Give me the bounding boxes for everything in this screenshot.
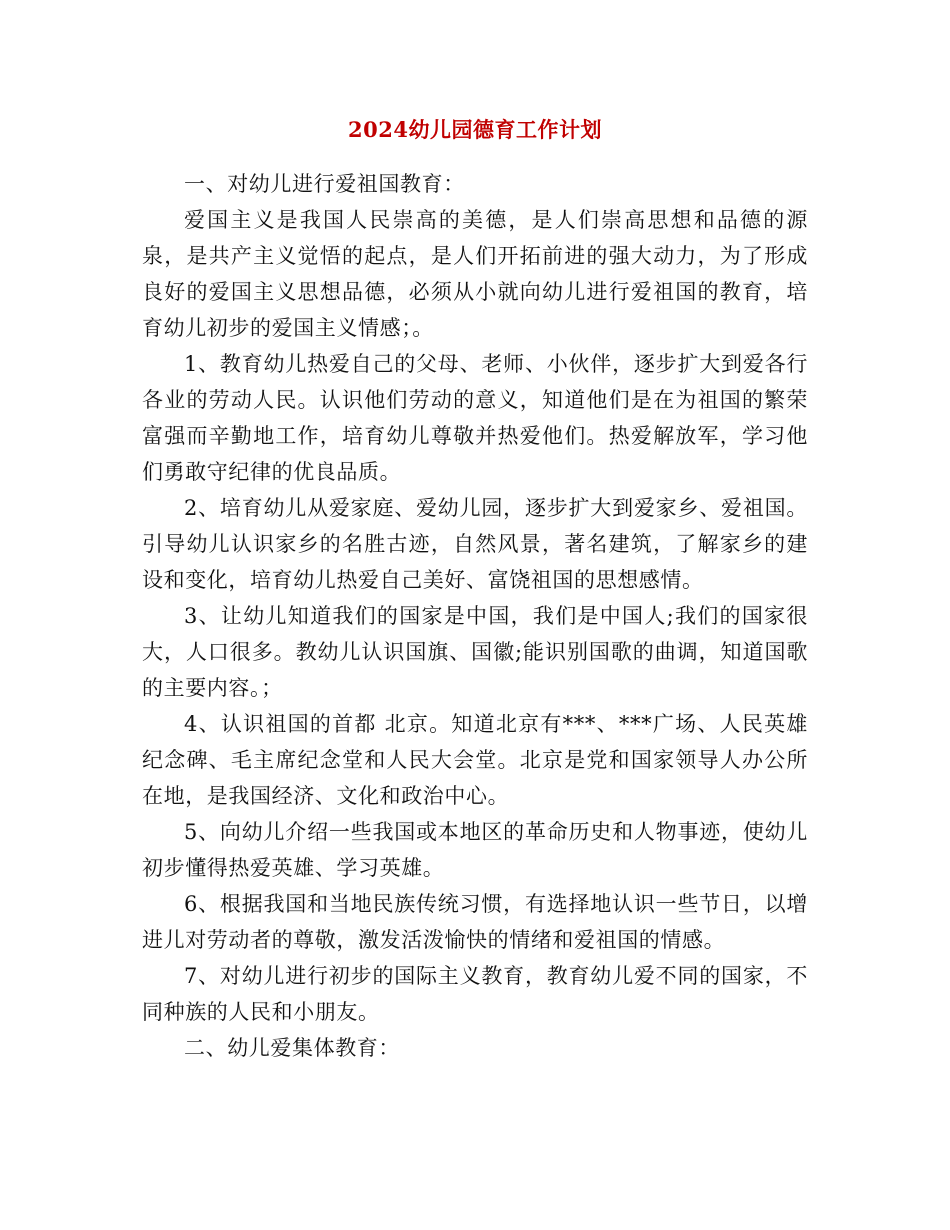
list-item: 3、让幼儿知道我们的国家是中国，我们是中国人;我们的国家很大，人口很多。教幼儿认识国旗、国徽;能识别国歌的曲调，知道国歌的主要内容。； <box>142 604 808 700</box>
section-heading-2: 二、幼儿爱集体教育： <box>184 1036 400 1060</box>
list-item: 5、向幼儿介绍一些我国或本地区的革命历史和人物事迹，使幼儿初步懂得热爱英雄、学习英雄。 <box>142 820 808 880</box>
list-item: 1、教育幼儿热爱自己的父母、老师、小伙伴，逐步扩大到爱各行各业的劳动人民。认识他们劳动的意义，知道他们是在为祖国的繁荣富强而辛勤地工作，培育幼儿尊敬并热爱他们。热爱解放军，学习他们勇敢守纪律的优良品质。 <box>142 352 808 484</box>
document-page <box>142 112 808 1066</box>
list-item: 4、认识祖国的首都 北京。知道北京有***、***广场、人民英雄纪念碑、毛主席纪念堂和人民大会堂。北京是党和国家领导人办公所在地，是我国经济、文化和政治中心。 <box>142 712 808 808</box>
intro-paragraph: 爱国主义是我国人民崇高的美德，是人们崇高思想和品德的源泉，是共产主义觉悟的起点，是人们开拓前进的强大动力，为了形成良好的爱国主义思想品德，必须从小就向幼儿进行爱祖国的教育，培育幼儿初步的爱国主义情感；。 <box>142 208 808 340</box>
list-item: 7、对幼儿进行初步的国际主义教育，教育幼儿爱不同的国家，不同种族的人民和小朋友。 <box>142 964 808 1024</box>
list-item: 2、培育幼儿从爱家庭、爱幼儿园，逐步扩大到爱家乡、爱祖国。引导幼儿认识家乡的名胜古迹，自然风景，著名建筑，了解家乡的建设和变化，培育幼儿热爱自己美好、富饶祖国的思想感情。 <box>142 496 808 592</box>
list-item: 6、根据我国和当地民族传统习惯，有选择地认识一些节日，以增进儿对劳动者的尊敬，激发活泼愉快的情绪和爱祖国的情感。 <box>142 892 808 952</box>
document-title: 2024幼儿园德育工作计划 <box>348 117 602 142</box>
section-heading-1: 一、对幼儿进行爱祖国教育： <box>184 172 465 196</box>
